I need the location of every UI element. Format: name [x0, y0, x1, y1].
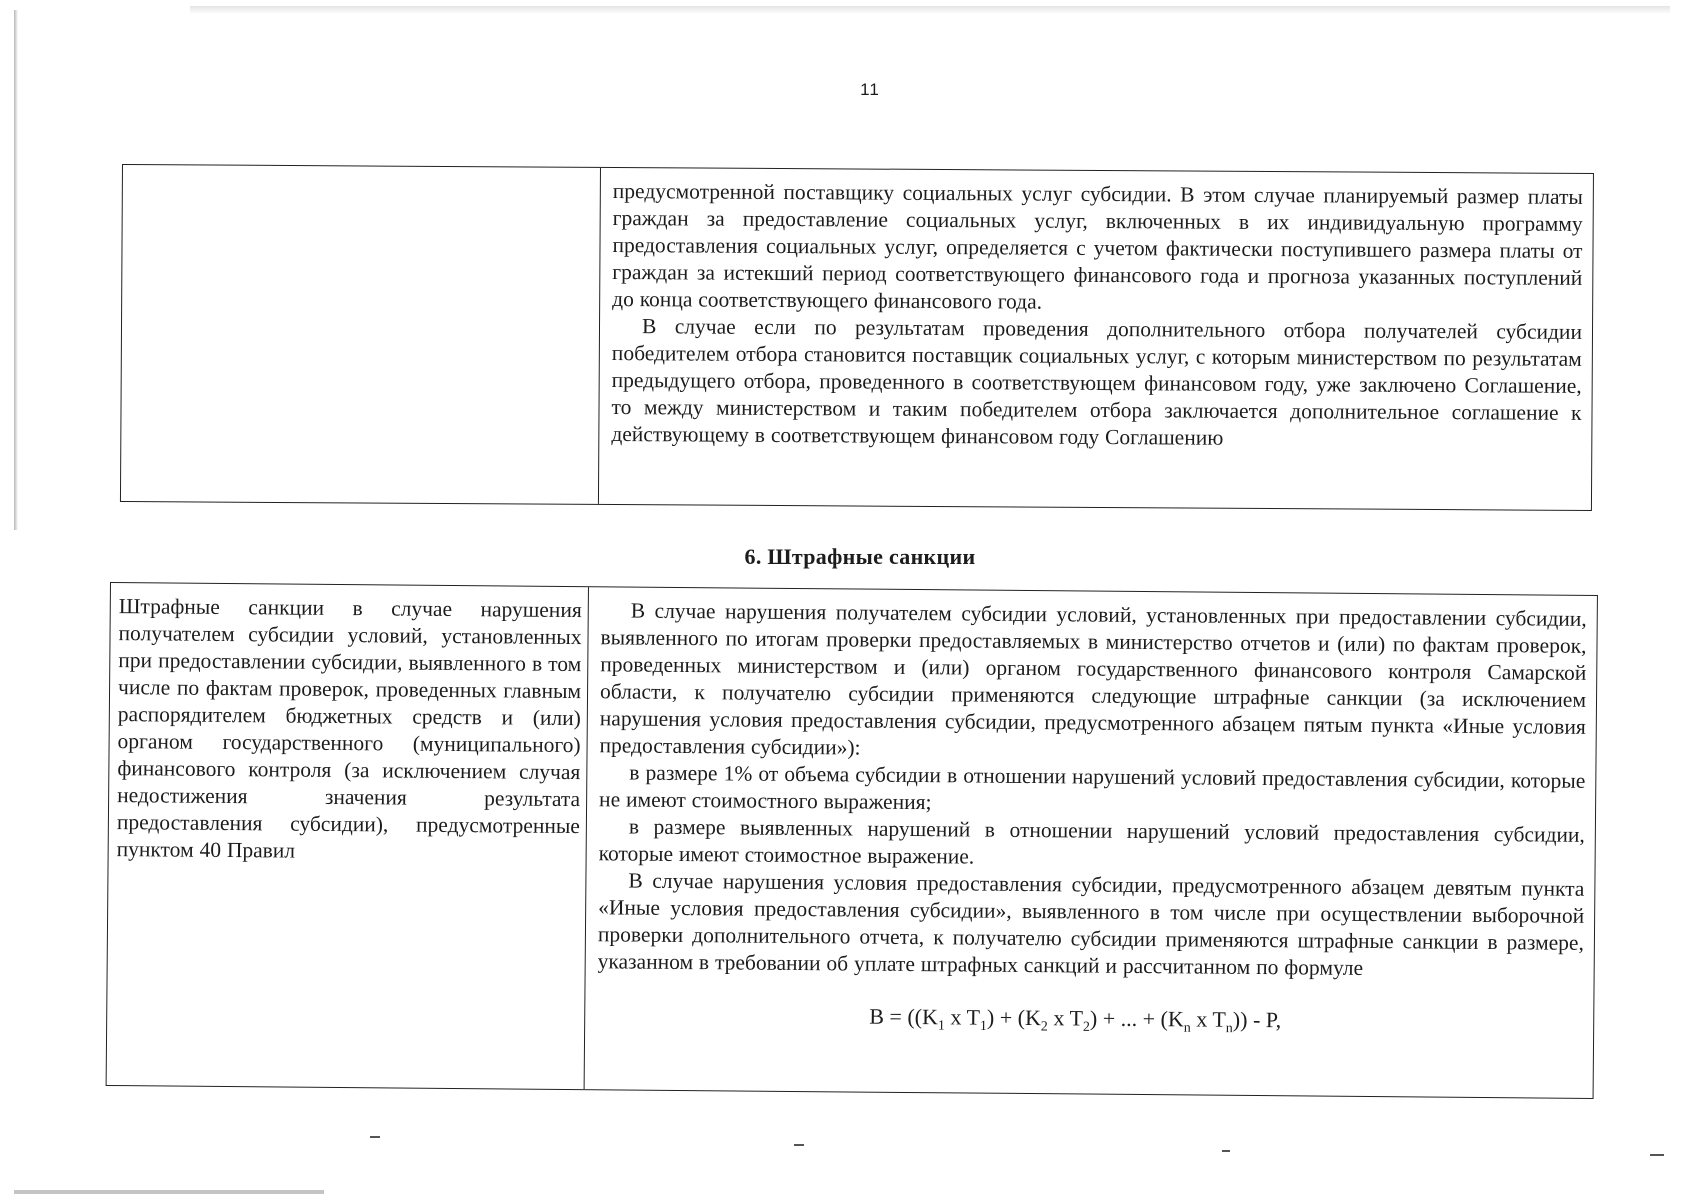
paragraph-additional-agreement: В случае если по результатам проведения дополнительного отбора получателей субсидии победителем отбора становится поставщик социальных услуг, с которым министерством по результатам предыдущего отбора, проведенного в соответствующем финансовом году, уже заключено Соглашение, то между министерством и таким победителем отбора заключается дополнительное соглашение к действующему в соответствующем финансовом году Соглашению	[611, 314, 1583, 450]
continuation-table	[120, 164, 1594, 511]
section-heading: 6. Штрафные санкции	[744, 544, 976, 569]
penalties-table	[106, 582, 1598, 1099]
paragraph-planned-fee: предусмотренной поставщику социальных услуг субсидии. В этом случае планируемый размер платы граждан за предоставление социальных услуг, включенных в их индивидуальную программу предоставления социальных услуг, определяется с учетом фактически поступившего размера платы от граждан за истекший период соответствующего финансового года и прогноза указанных поступлений до конца соответствующего финансового года.	[612, 178, 1583, 314]
scan-speck	[1650, 1154, 1664, 1156]
paragraph-penalty-one-percent: в размере 1% от объема субсидии в отношении нарушений условий предоставления субсидии, которые не имеют стоимостного выражения;	[599, 760, 1586, 815]
penalty-formula: $В = ((K_1$ x $T_1) + (K_2$ x $T_2$) + ... + ($K_n$ x $T_n$)) - P,	[869, 1003, 1282, 1037]
page-number: 11	[860, 80, 880, 99]
scan-speck	[794, 1144, 804, 1146]
table-right-cell	[599, 168, 1593, 510]
paragraph-penalty-cost-value: в размере выявленных нарушений в отношении нарушений условий предоставления субсидии, которые имеют стоимостное выражение.	[598, 814, 1585, 869]
penalties-description: Штрафные санкции в случае нарушения получателем субсидии условий, установленных при предоставлении субсидии, выявленного в том числе по фактам проверок, проведенных главным распорядителем бюджетных средств и (или) органом государственного (муниципального) финансового контроля (за исключением случая недостижения значения результата предоставления субсидии), предусмотренные пунктом 40 Правил	[116, 594, 582, 863]
scan-edge-top	[190, 6, 1670, 14]
penalties-left-cell	[107, 583, 589, 1089]
scan-speck	[1222, 1150, 1230, 1152]
penalties-right-cell	[585, 587, 1597, 1098]
table-left-cell-empty	[121, 165, 601, 504]
scan-speck	[370, 1136, 380, 1138]
scan-edge-bottom	[14, 1190, 324, 1194]
paragraph-penalty-conditions: В случае нарушения получателем субсидии условий, установленных при предоставлении субсидии, выявленного по итогам проверки предоставляемых в министерство отчетов и (или) по фактам проверок, проведенных министерством и (или) органом государственного финансового контроля Самарской области, к получателю субсидии применяются следующие штрафные санкции (за исключением нарушения условия предоставления субсидии, предусмотренного абзацем пятым пункта «Иные условия предоставления субсидии»):	[599, 598, 1587, 760]
paragraph-penalty-formula-intro: В случае нарушения условия предоставления субсидии, предусмотренного абзацем девятым пункта «Иные условия предоставления субсидии», выявленного в том числе при осуществлении выборочной проверки дополнительного отчета, к получателю субсидии применяются штрафные санкции в размере, указанном в требовании об уплате штрафных санкций и рассчитанном по формуле	[597, 868, 1585, 980]
